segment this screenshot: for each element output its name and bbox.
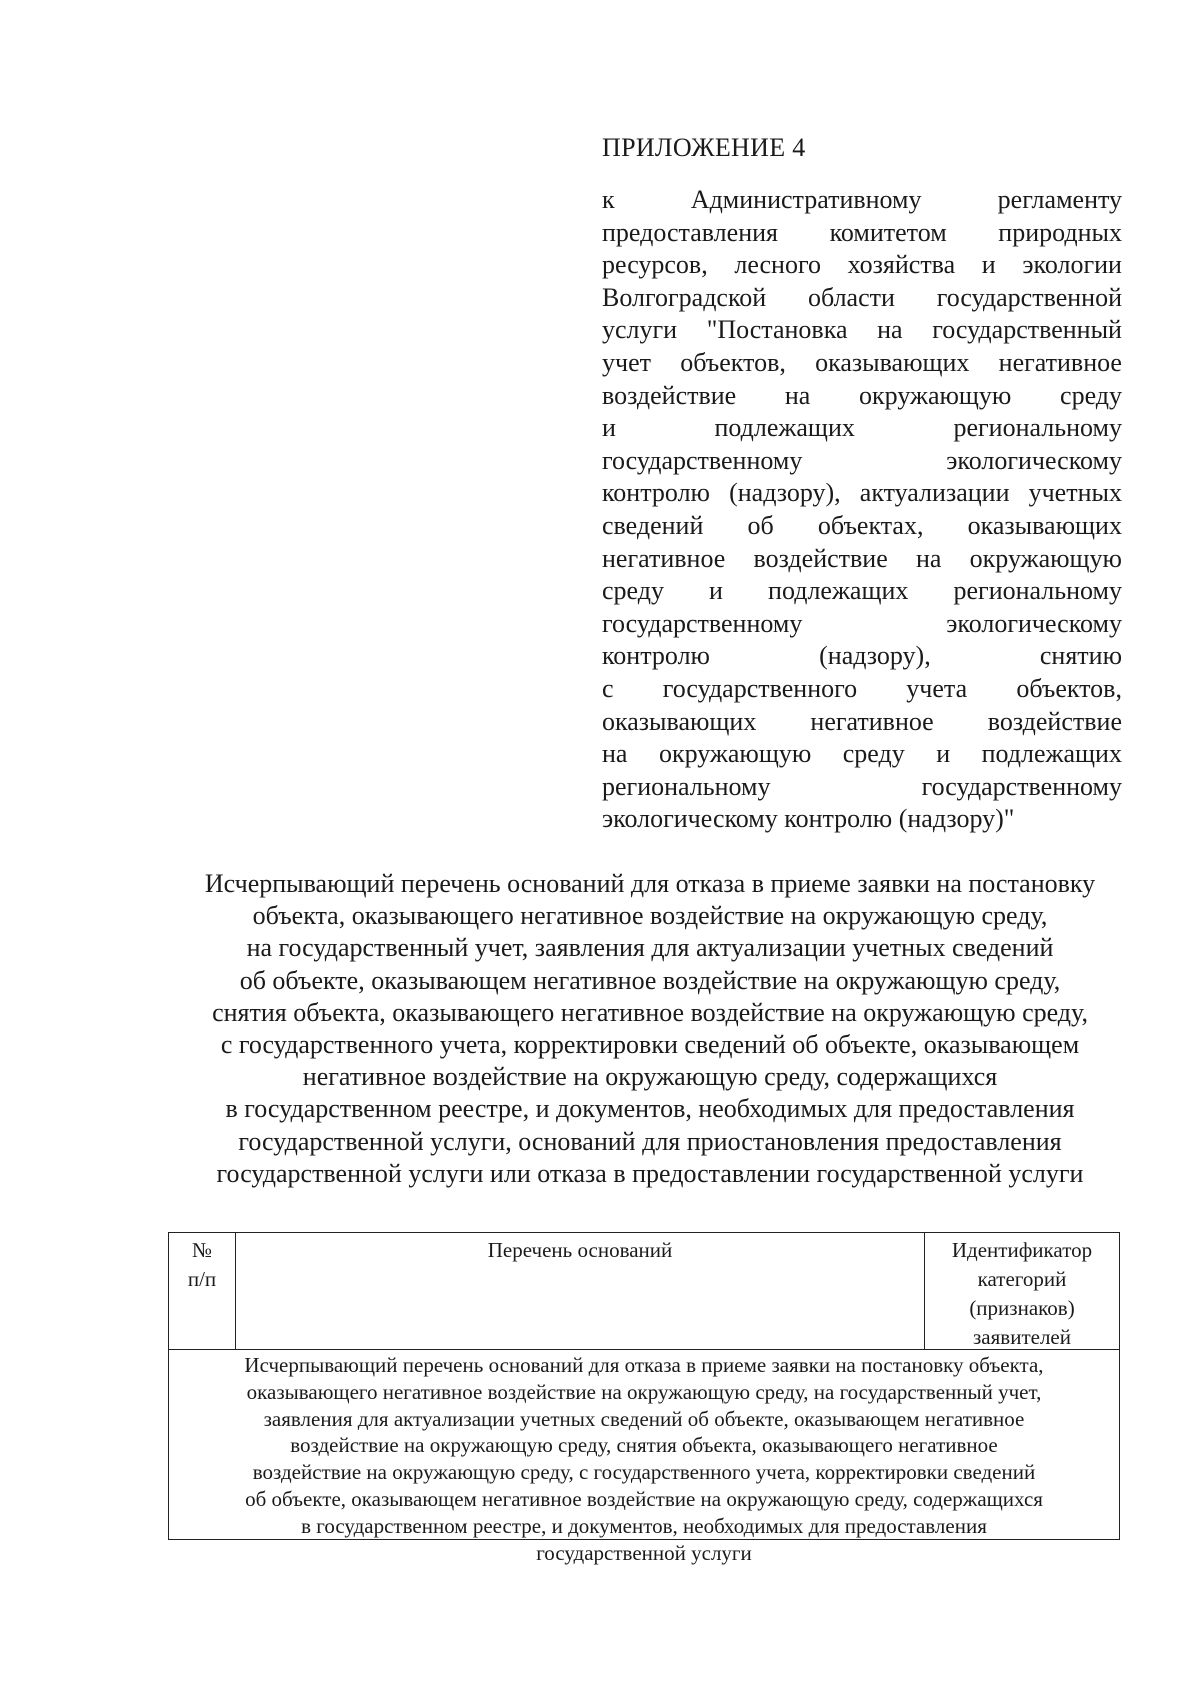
reference-word: среду — [1060, 380, 1122, 410]
reference-line — [602, 249, 1122, 282]
reference-line: экологическому контролю (надзору)" — [602, 804, 1015, 834]
heading-line: снятия объекта, оказывающего негативное воздействие на окружающую среду, — [212, 997, 1088, 1027]
reference-word: с — [602, 673, 614, 703]
reference-word: и — [709, 576, 723, 606]
reference-word: экологии — [1022, 250, 1122, 280]
reference-word: воздействие — [987, 706, 1122, 736]
reference-word: подлежащих — [981, 739, 1122, 769]
reference-word: государственному — [602, 608, 803, 638]
section-title-line: об объекте, оказывающем негативное воздействие на окружающую среду, содержащихся — [245, 1486, 1043, 1511]
reference-line — [602, 445, 1122, 478]
reference-word: государственной — [936, 282, 1122, 312]
table-section-row — [169, 1350, 1119, 1566]
reference-line — [602, 477, 1122, 510]
reference-line — [602, 380, 1122, 413]
heading-line: Исчерпывающий перечень оснований для отказа в приеме заявки на постановку — [204, 869, 1096, 898]
grounds-table — [168, 1232, 1120, 1565]
reference-word: учет — [602, 347, 651, 377]
reference-line — [602, 738, 1122, 771]
reference-word: регламенту — [997, 185, 1122, 214]
header-list-cell — [236, 1233, 925, 1349]
reference-word: хозяйства — [847, 250, 956, 280]
reference-word: региональному — [953, 576, 1122, 606]
reference-word: подлежащих — [714, 413, 855, 443]
reference-word: на — [877, 315, 903, 345]
reference-word: Административному — [690, 185, 922, 214]
reference-word: (надзору), — [729, 478, 841, 508]
reference-word: окружающую — [969, 543, 1122, 573]
reference-word: Волгоградской — [602, 282, 767, 312]
heading-line: государственной услуги или отказа в предоставлении государственной услуги — [216, 1158, 1084, 1188]
heading-line: об объекте, оказывающем негативное воздействие на окружающую среду, — [239, 965, 1061, 995]
reference-word: оказывающих — [967, 510, 1122, 540]
reference-word: среду — [602, 576, 664, 606]
document-heading — [160, 868, 1140, 1190]
reference-line — [602, 706, 1122, 739]
section-title-line: оказывающего негативное воздействие на окружающую среду, на государственный учет, — [246, 1379, 1042, 1404]
reference-word: оказывающих — [602, 706, 757, 736]
reference-line — [602, 412, 1122, 445]
heading-line: объекта, оказывающего негативное воздействие на окружающую среду, — [252, 901, 1048, 931]
section-title-line: заявления для актуализации учетных сведений об объекте, оказывающем негативное — [263, 1406, 1025, 1431]
reference-line — [602, 347, 1122, 380]
reference-line — [602, 314, 1122, 347]
section-title-line: государственной услуги — [536, 1540, 752, 1565]
reference-word: актуализации — [859, 478, 1010, 508]
header-identifier-cell — [925, 1233, 1119, 1349]
reference-word: контролю — [602, 641, 710, 671]
reference-word: и — [602, 413, 616, 443]
reference-word: среду — [842, 739, 905, 769]
reference-word: об — [747, 510, 774, 540]
reference-word: экологическому — [946, 445, 1122, 475]
heading-line: негативное воздействие на окружающую среду, содержащихся — [302, 1062, 998, 1092]
header-identifier-label: заявителей — [973, 1325, 1071, 1349]
reference-word: негативное — [602, 543, 726, 573]
appendix-title: ПРИЛОЖЕНИЕ 4 — [602, 133, 806, 162]
reference-word: объектов, — [1016, 673, 1122, 703]
header-identifier-label: категорий — [977, 1267, 1067, 1291]
reference-word: сведений — [602, 510, 704, 540]
reference-word: окружающую — [859, 380, 1012, 410]
reference-word: экологическому — [946, 608, 1122, 638]
reference-word: объектах, — [817, 510, 924, 540]
reference-line — [602, 608, 1122, 641]
reference-word: области — [807, 282, 895, 312]
reference-line — [602, 510, 1122, 543]
reference-line — [602, 184, 1122, 217]
reference-word: региональному — [953, 413, 1122, 443]
reference-word: (надзору), — [819, 641, 931, 671]
reference-word: лесного — [734, 250, 821, 280]
reference-word: "Постановка — [706, 315, 848, 345]
reference-word: снятию — [1039, 641, 1122, 671]
reference-word: ресурсов, — [602, 250, 708, 280]
header-number-label: п/п — [187, 1267, 217, 1291]
heading-line: с государственного учета, корректировки сведений об объекте, оказывающем — [220, 1029, 1080, 1059]
reference-word: контролю — [602, 478, 710, 508]
appendix-reference — [602, 184, 1122, 836]
reference-word: региональному — [602, 771, 771, 801]
reference-word: учета — [906, 673, 968, 703]
reference-line — [602, 282, 1122, 315]
reference-word: природных — [998, 217, 1122, 247]
reference-word: и — [981, 250, 996, 280]
reference-word: учетных — [1028, 478, 1122, 508]
reference-word: на — [915, 543, 942, 573]
reference-word: предоставления — [602, 217, 778, 247]
reference-word: объектов, — [680, 347, 786, 377]
reference-word: государственный — [932, 315, 1122, 345]
header-identifier-label: (признаков) — [969, 1296, 1075, 1320]
reference-line — [602, 217, 1122, 250]
reference-line — [602, 640, 1122, 673]
reference-word: негативное — [998, 347, 1122, 377]
table-header-row — [169, 1233, 1119, 1350]
heading-line: на государственный учет, заявления для актуализации учетных сведений — [246, 933, 1054, 963]
reference-word: на — [602, 739, 628, 769]
reference-word: государственного — [662, 673, 858, 703]
section-title-line: воздействие на окружающую среду, снятия объекта, оказывающего негативное — [290, 1433, 998, 1458]
reference-word: государственному — [602, 445, 803, 475]
reference-line — [602, 771, 1122, 804]
heading-line: государственной услуги, оснований для приостановления предоставления — [238, 1126, 1062, 1156]
reference-word: к — [602, 185, 615, 214]
header-identifier-label: Идентификатор — [951, 1238, 1093, 1262]
reference-word: на — [784, 380, 811, 410]
header-list-label: Перечень оснований — [487, 1238, 673, 1262]
reference-word: подлежащих — [768, 576, 909, 606]
reference-line — [602, 543, 1122, 576]
reference-word: воздействие — [602, 380, 737, 410]
reference-word: воздействие — [753, 543, 888, 573]
heading-line: в государственном реестре, и документов, необходимых для предоставления — [225, 1094, 1075, 1124]
reference-line — [602, 575, 1122, 608]
reference-word: окружающую — [658, 739, 812, 769]
section-title-line: в государственном реестре, и документов, необходимых для предоставления — [301, 1513, 987, 1538]
reference-word: услуги — [602, 315, 678, 345]
section-title-line: Исчерпывающий перечень оснований для отказа в приеме заявки на постановку объекта, — [244, 1353, 1044, 1377]
reference-word: комитетом — [829, 217, 947, 247]
header-number-label: № — [191, 1238, 213, 1262]
reference-word: и — [936, 739, 951, 769]
reference-word: оказывающих — [815, 347, 970, 377]
reference-line — [602, 673, 1122, 706]
reference-word: негативное — [810, 706, 934, 736]
section-title-line: воздействие на окружающую среду, с государственного учета, корректировки сведений — [252, 1460, 1036, 1485]
header-number-cell — [169, 1233, 236, 1349]
reference-word: государственному — [921, 771, 1122, 801]
